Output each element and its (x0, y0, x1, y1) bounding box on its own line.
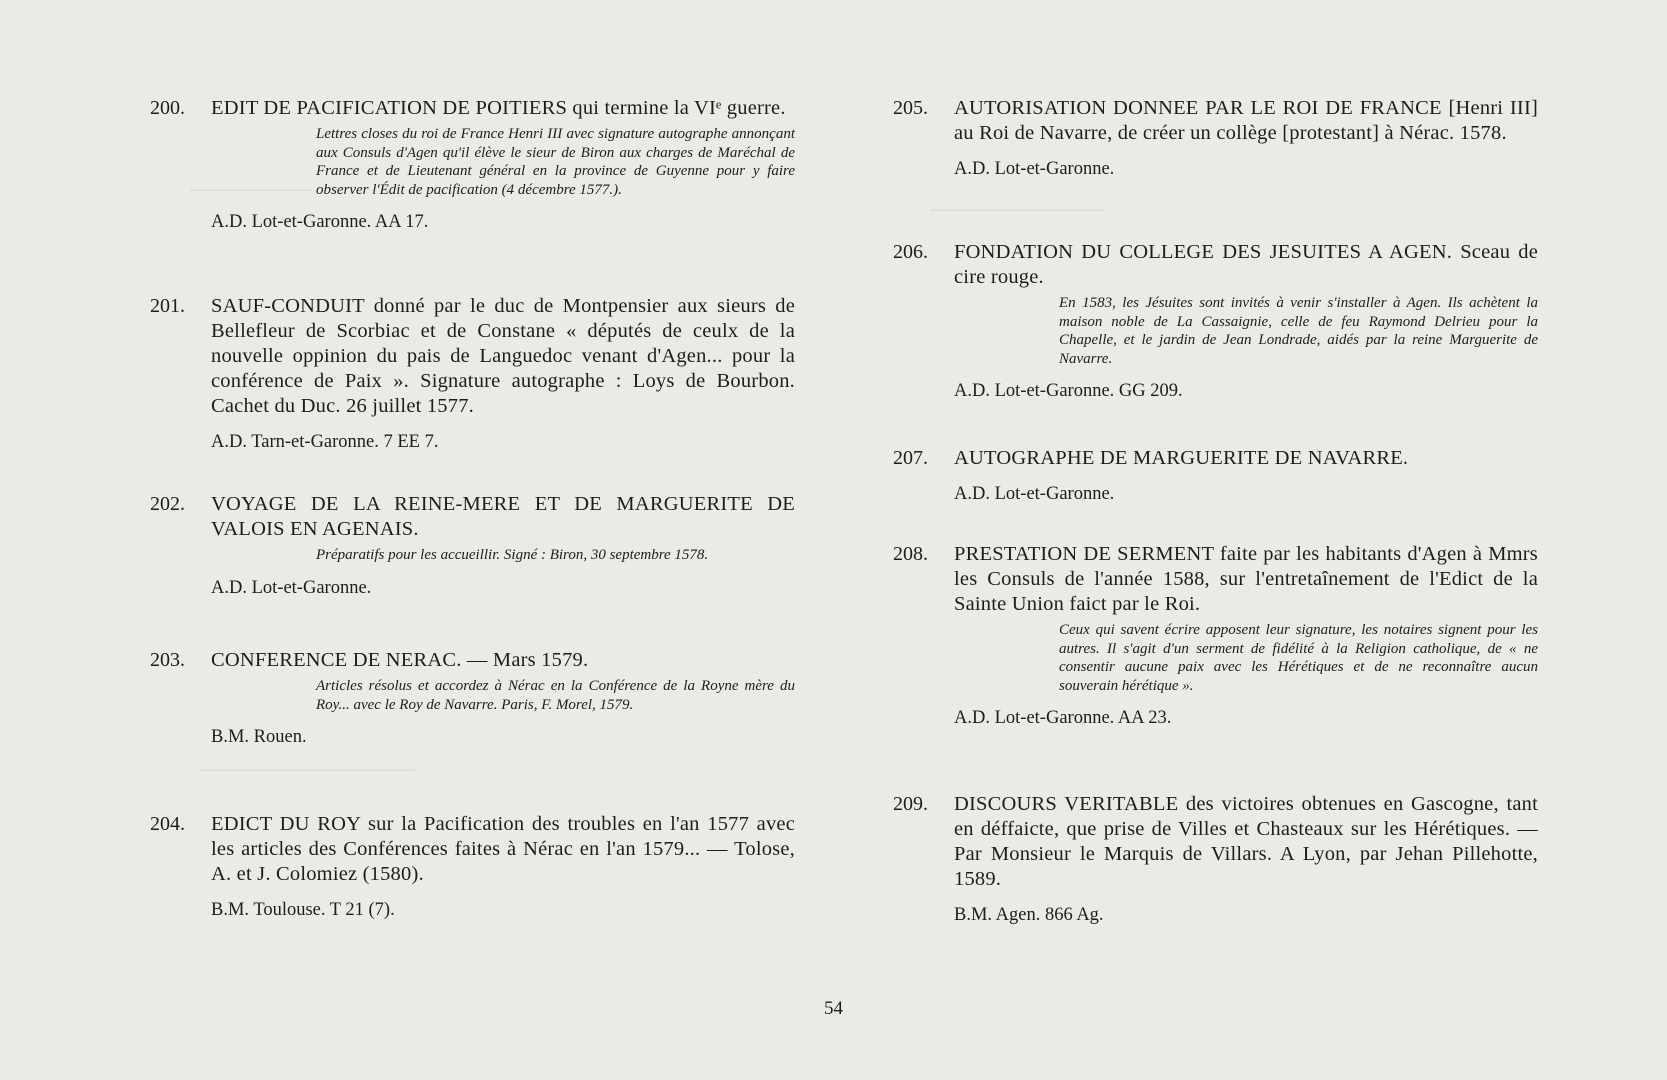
catalogue-entry (150, 96, 795, 233)
entry-title: EDICT DU ROY sur la Pacification des troubles en l'an 1577 avec les articles des Conférences faites à Nérac en l'an 1579... — Tolose, A. et J. Colomiez (1580). (211, 813, 795, 885)
entry-number: 202. (150, 493, 185, 515)
entry-reference: A.D. Lot-et-Garonne. (954, 484, 1115, 504)
entry-reference: A.D. Lot-et-Garonne. (211, 577, 372, 598)
entry-number: 200. (150, 97, 185, 119)
catalogue-entry (893, 542, 1538, 729)
catalogue-entry (150, 492, 795, 599)
entry-title: VOYAGE DE LA REINE-MERE ET DE MARGUERITE DE VALOIS EN AGENAIS. (211, 493, 795, 540)
entry-number: 207. (893, 447, 928, 469)
entry-title: AUTOGRAPHE DE MARGUERITE DE NAVARRE. (954, 447, 1409, 469)
entry-reference: A.D. Tarn-et-Garonne. 7 EE 7. (211, 432, 439, 452)
entry-title: FONDATION DU COLLEGE DES JESUITES A AGEN. Sceau de cire rouge. (954, 241, 1538, 288)
entry-number: 206. (893, 241, 928, 263)
entry-number: 203. (150, 649, 185, 671)
entry-number: 204. (150, 813, 185, 835)
entry-title: EDIT DE PACIFICATION DE POITIERS qui termine la VIᵉ guerre. (211, 97, 786, 119)
catalogue-entry (893, 96, 1538, 180)
catalogue-entry (150, 812, 795, 921)
entry-note: En 1583, les Jésuites sont invités à venir s'installer à Agen. Ils achètent la maison noble de La Cassaignie, celle de feu Raymond Delrieu pour la Chapelle, et le jardin de Jean Londrade, aidés par la reine Marguerite de Navarre. (1059, 295, 1538, 367)
entry-title: AUTORISATION DONNEE PAR LE ROI DE FRANCE [Henri III] au Roi de Navarre, de créer un collège [protestant] à Nérac. 1578. (954, 97, 1538, 144)
entry-note: Ceux qui savent écrire apposent leur signature, les notaires signent pour les autres. Il s'agit d'un serment de fidélité à la Religion catholique, de « ne consentir aucune paix avec les Hérétiques et de ne reconnaître aucun souverain hérétique ». (1059, 622, 1538, 694)
entry-note: Lettres closes du roi de France Henri III avec signature autographe annonçant aux Consuls d'Agen qu'il élève le sieur de Biron aux charges de Maréchal de France et de Lieutenant général en la province de Guyenne pour y faire observer l'Édit de pacification (4 décembre 1577.). (316, 126, 795, 198)
entry-number: 208. (893, 543, 928, 565)
catalogue-entry (893, 792, 1538, 926)
page-number: 54 (824, 998, 843, 1019)
entry-reference: A.D. Lot-et-Garonne. AA 23. (954, 708, 1172, 728)
entry-reference: B.M. Agen. 866 Ag. (954, 905, 1104, 925)
entry-reference: A.D. Lot-et-Garonne. GG 209. (954, 381, 1183, 401)
entry-reference: A.D. Lot-et-Garonne. (954, 159, 1115, 179)
entry-reference: B.M. Toulouse. T 21 (7). (211, 900, 395, 920)
catalogue-entry (893, 240, 1538, 402)
catalogue-entry (150, 648, 795, 748)
entry-title: PRESTATION DE SERMENT faite par les habitants d'Agen à Mmrs les Consuls de l'année 1588, sur l'entretaînement de l'Edict de la Sainte Union faict par le Roi. (954, 543, 1538, 615)
entry-title: CONFERENCE DE NERAC. — Mars 1579. (211, 649, 589, 671)
show-through-decoration: ───────── (190, 180, 312, 201)
catalogue-entry (893, 446, 1538, 505)
entry-number: 209. (893, 793, 928, 815)
entry-note: Articles résolus et accordez à Nérac en la Conférence de la Royne mère du Roy... avec le Roy de Navarre. Paris, F. Morel, 1579. (316, 678, 795, 713)
show-through-decoration: ───────────── (930, 200, 1105, 221)
entry-number: 205. (893, 97, 928, 119)
entry-title: SAUF-CONDUIT donné par le duc de Montpensier aux sieurs de Bellefleur de Scorbiac et de Constane « députés de ceulx de la nouvelle oppinion du pais de Languedoc venant d'Agen... pour la conférence de Paix ». Signature autographe : Loys de Bourbon. Cachet du Duc. 26 juillet 1577. (211, 295, 795, 417)
entry-note: Préparatifs pour les accueillir. Signé : Biron, 30 septembre 1578. (316, 547, 709, 563)
catalogue-entry (150, 294, 795, 453)
entry-reference: A.D. Lot-et-Garonne. AA 17. (211, 212, 429, 232)
entry-reference: B.M. Rouen. (211, 727, 307, 747)
entry-title: DISCOURS VERITABLE des victoires obtenues en Gascogne, tant en déffaicte, que prise de Villes et Chasteaux sur les Hérétiques. — Par Monsieur le Marquis de Villars. A Lyon, par Jehan Pillehotte, 1589. (954, 793, 1538, 890)
entry-number: 201. (150, 295, 185, 317)
show-through-decoration: ──────────────── (200, 760, 416, 781)
